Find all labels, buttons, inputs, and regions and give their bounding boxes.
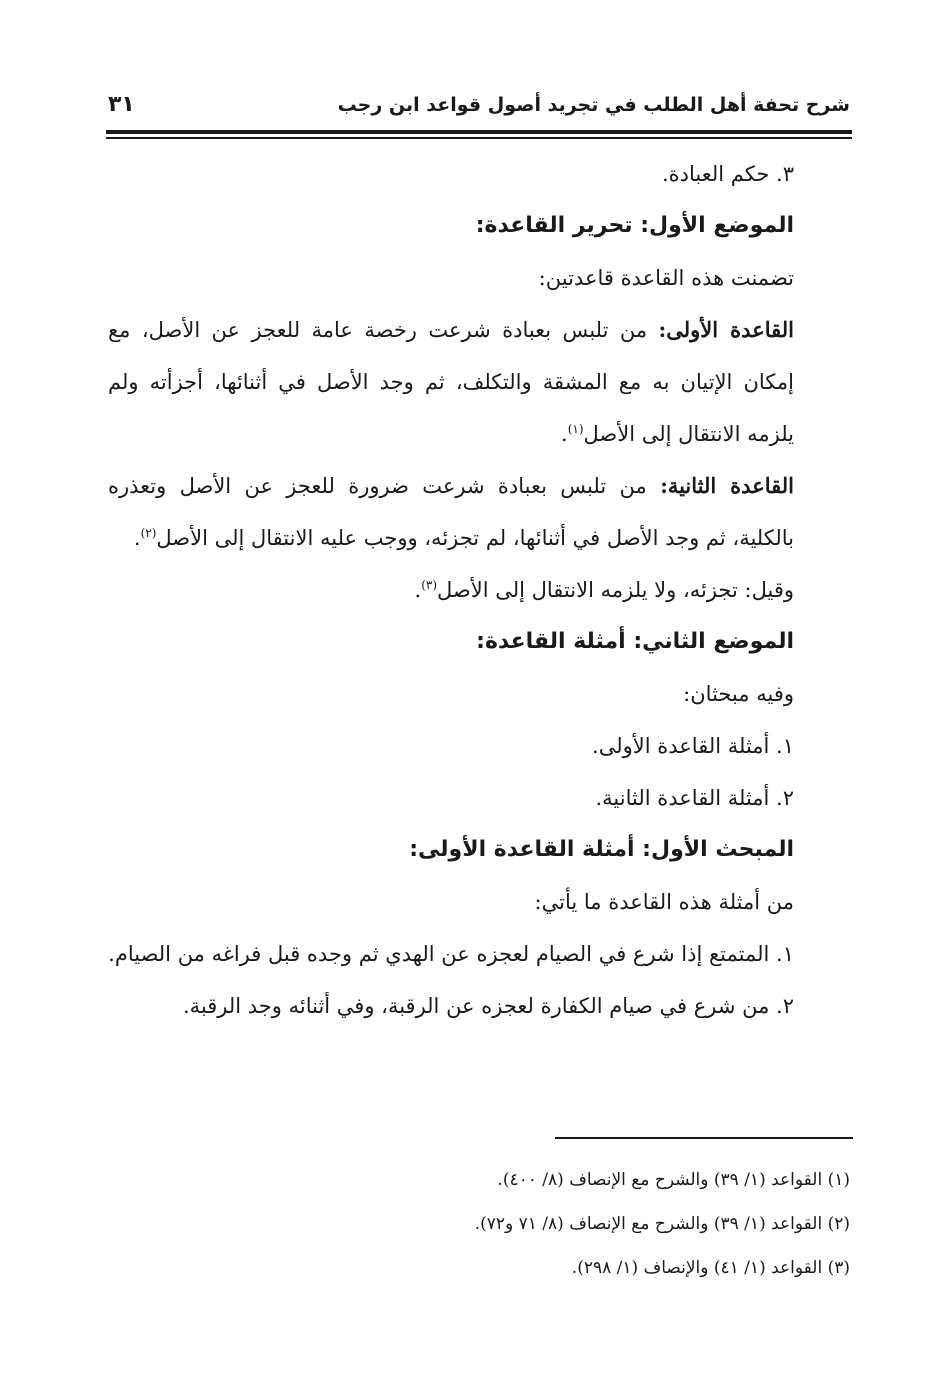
section-heading: الموضع الثاني: أمثلة القاعدة:: [476, 629, 794, 654]
footnote-ref[interactable]: (١): [567, 422, 584, 436]
footnote-separator: [555, 1137, 853, 1139]
rule-text: من تلبس بعبادة شرعت رخصة عامة للعجز عن الأصل، مع إمكان الإتيان به مع المشقة والتكلف، ثم وجد الأصل في أثنائها، أجزأته ولم يلزمه الانتقال إلى الأصل: [108, 318, 794, 446]
rule-paragraph: القاعدة الأولى: من تلبس بعبادة شرعت رخصة عامة للعجز عن الأصل، مع إمكان الإتيان به مع المشقة والتكلف، ثم وجد الأصل في أثنائها، أجزأته ولم يلزمه الانتقال إلى الأصل$^{(١)}$.: [108, 317, 794, 446]
footnote-ref[interactable]: (٣): [421, 578, 438, 592]
footnote: (١) القواعد (١/ ٣٩) والشرح مع الإنصاف (٨/ ٤٠٠).: [497, 1170, 850, 1190]
paragraph: وقيل: تجزئه، ولا يلزمه الانتقال إلى الأصل$^{(٣)}$.: [414, 578, 794, 602]
page-number: ٣١: [108, 92, 135, 117]
rule-label: القاعدة الثانية:: [660, 473, 794, 498]
paragraph: من أمثلة هذه القاعدة ما يأتي:: [534, 890, 794, 914]
list-item: ١. المتمتع إذا شرع في الصيام لعجزه عن الهدي ثم وجده قبل فراغه من الصيام.: [108, 942, 794, 966]
footnote: (٣) القواعد (١/ ٤١) والإنصاف (١/ ٢٩٨).: [571, 1258, 850, 1278]
footnote-ref[interactable]: (٢): [140, 526, 157, 540]
rule-text: من تلبس بعبادة شرعت ضرورة للعجز عن الأصل وتعذره بالكلية، ثم وجد الأصل في أثنائها، لم تجزئه، ووجب عليه الانتقال إلى الأصل: [108, 474, 794, 550]
section-heading: الموضع الأول: تحرير القاعدة:: [475, 213, 794, 238]
section-heading: المبحث الأول: أمثلة القاعدة الأولى:: [409, 837, 794, 862]
rule-label: القاعدة الأولى:: [658, 317, 794, 342]
list-item: ١. أمثلة القاعدة الأولى.: [592, 734, 794, 758]
list-item: ٣. حكم العبادة.: [662, 162, 794, 186]
book-title: شرح تحفة أهل الطلب في تجريد أصول قواعد ابن رجب: [337, 94, 850, 116]
paragraph: تضمنت هذه القاعدة قاعدتين:: [538, 266, 794, 290]
paragraph: وفيه مبحثان:: [683, 682, 794, 706]
header-rule-thin: [106, 137, 852, 139]
header-rule-thick: [106, 130, 852, 134]
rule-paragraph: القاعدة الثانية: من تلبس بعبادة شرعت ضرورة للعجز عن الأصل وتعذره بالكلية، ثم وجد الأصل في أثنائها، لم تجزئه، ووجب عليه الانتقال إلى الأصل$^{(٢)}$.: [108, 473, 794, 550]
list-item: ٢. من شرع في صيام الكفارة لعجزه عن الرقبة، وفي أثنائه وجد الرقبة.: [182, 994, 794, 1018]
running-header: [108, 92, 850, 117]
footnote: (٢) القواعد (١/ ٣٩) والشرح مع الإنصاف (٨/ ٧١ و٧٢).: [474, 1214, 850, 1234]
main-text: [108, 148, 850, 1032]
list-item: ٢. أمثلة القاعدة الثانية.: [595, 786, 794, 810]
footnotes: [108, 1158, 850, 1290]
paragraph-text: وقيل: تجزئه، ولا يلزمه الانتقال إلى الأصل: [437, 578, 794, 602]
